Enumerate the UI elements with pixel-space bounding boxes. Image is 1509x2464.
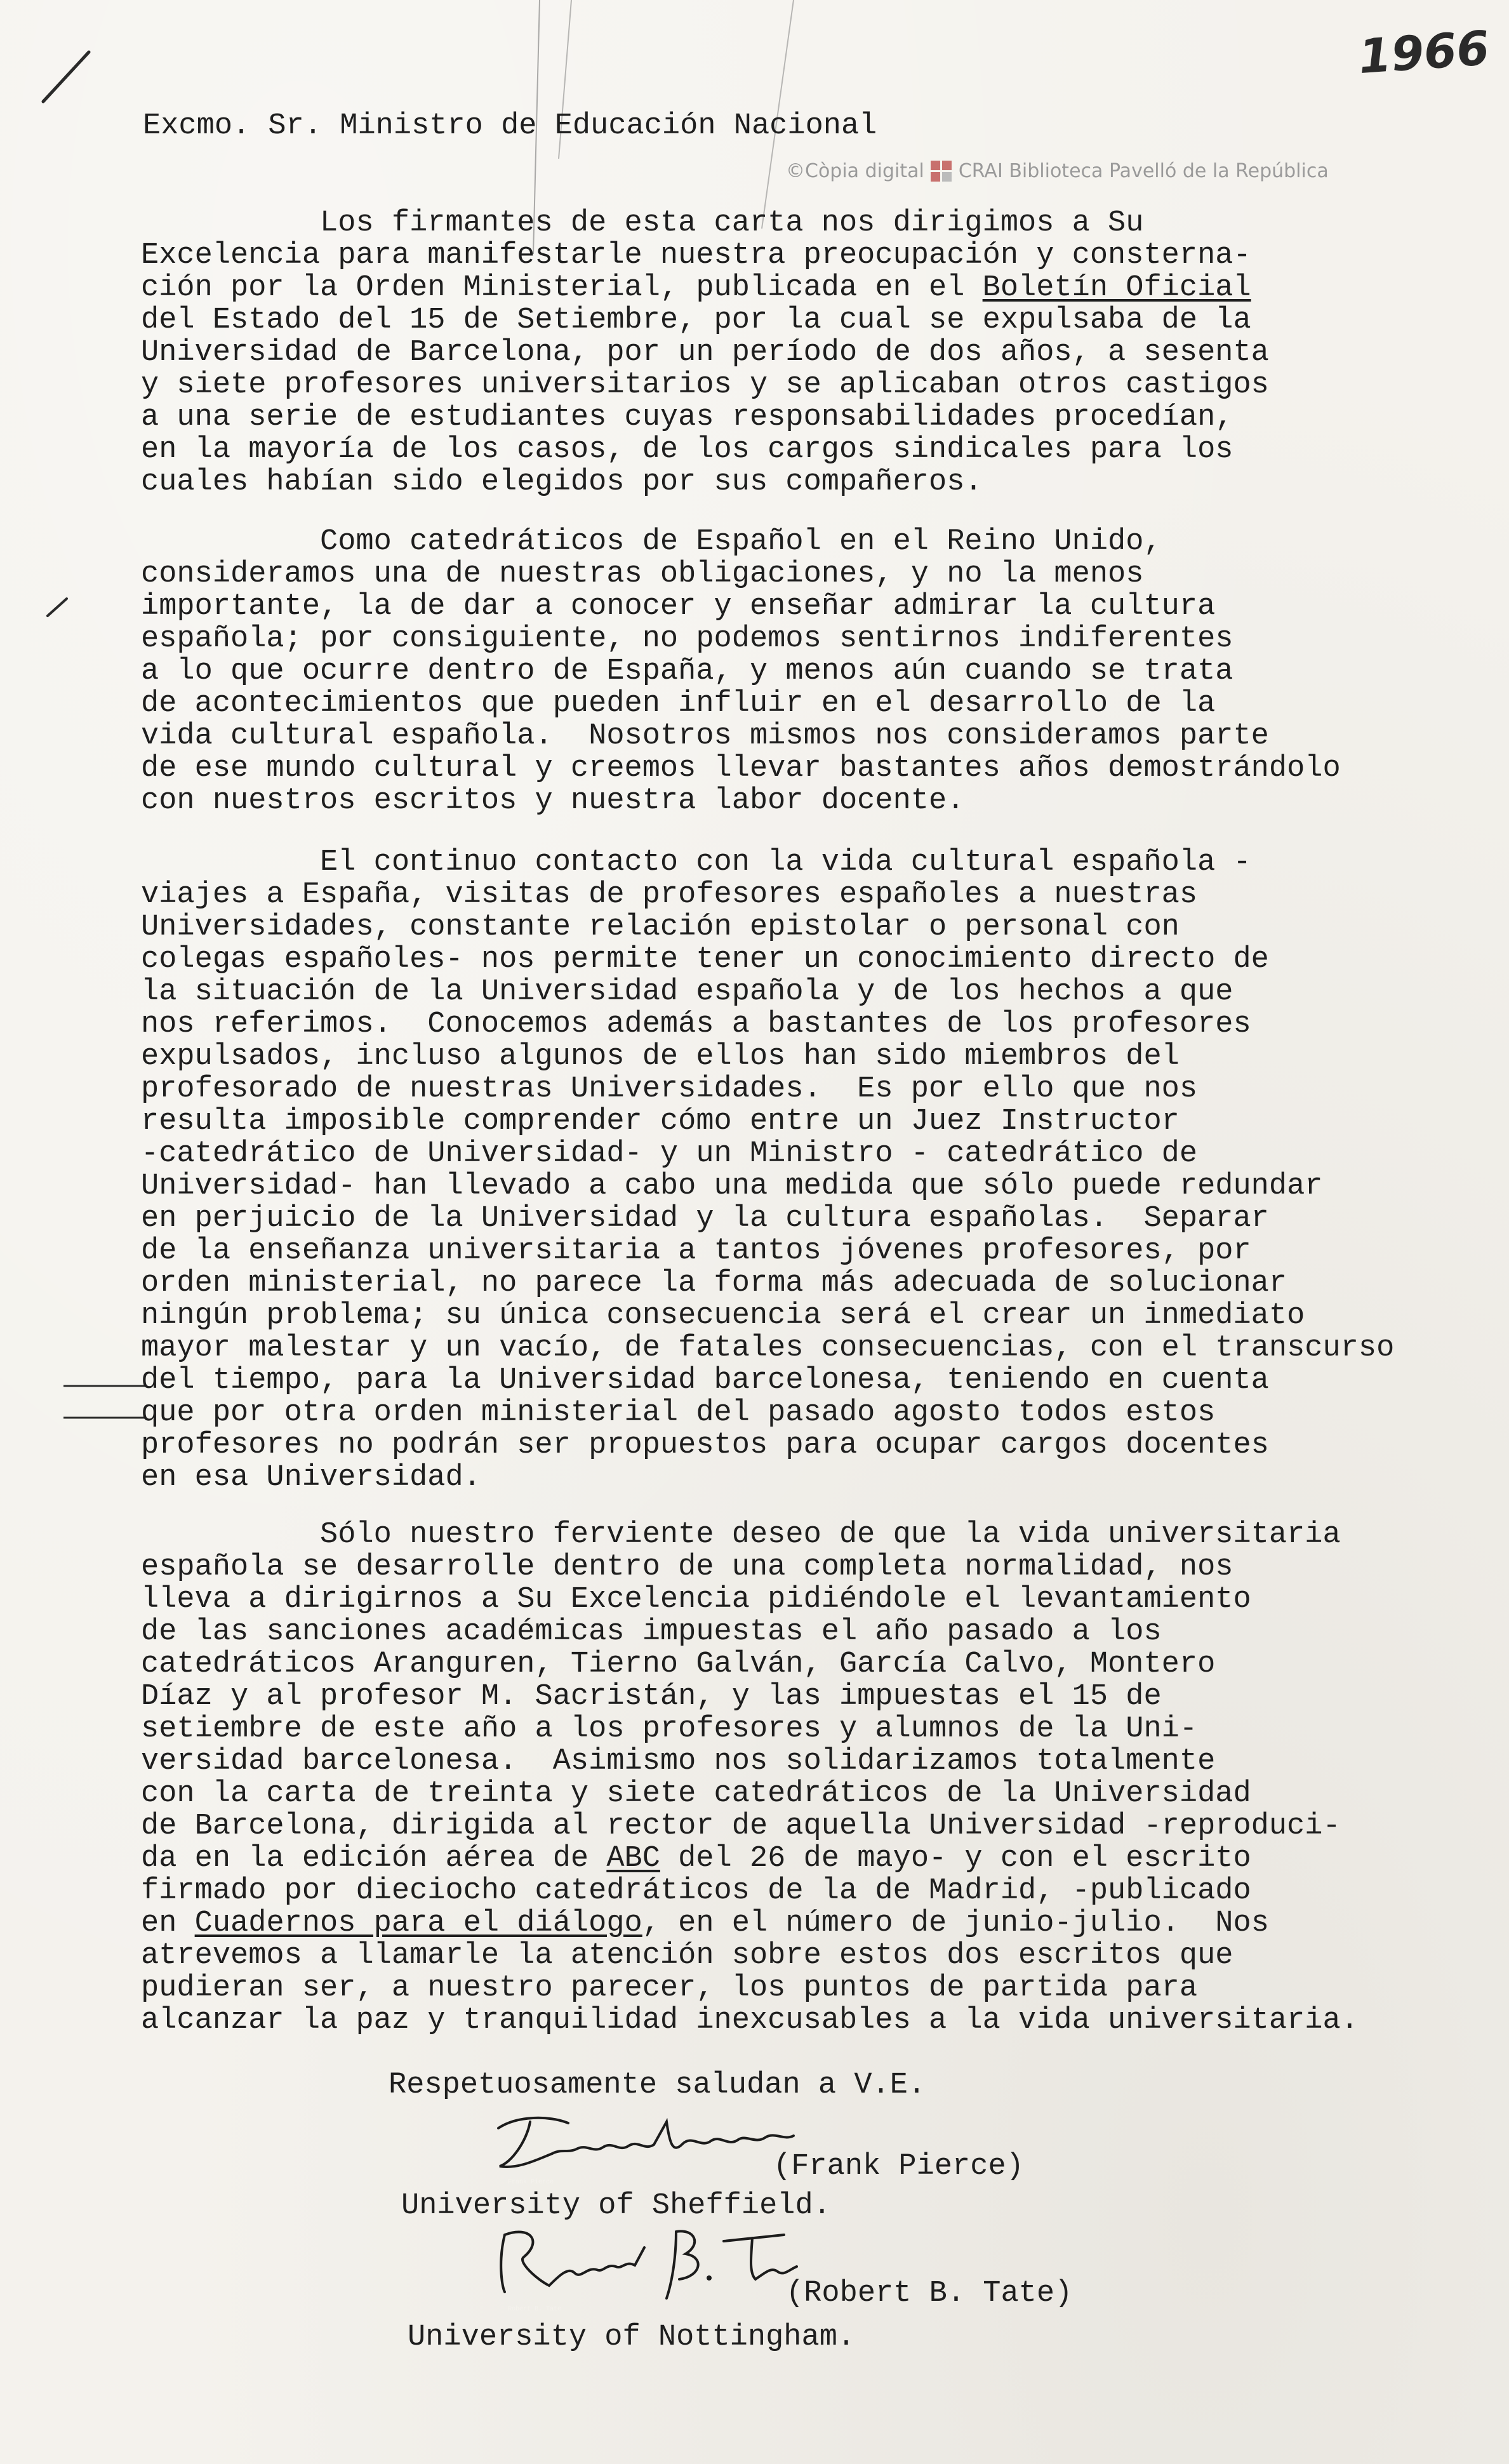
archive-name: CRAI Biblioteca Pavelló de la República (958, 160, 1329, 182)
text-line: -catedrático de Universidad- y un Ministro - catedrático de (141, 1137, 1198, 1171)
text-line (141, 272, 1493, 304)
signatory-1-typed-name: (Frank Pierce) (773, 2150, 1024, 2183)
text-line: cuales habían sido elegidos por sus compañeros. (141, 465, 983, 499)
text-line: Díaz y al profesor M. Sacristán, y las impuestas el 15 de (141, 1680, 1162, 1714)
paragraph-1 (141, 207, 1493, 498)
paragraph-3 (141, 846, 1493, 1494)
margin-dash-mark (63, 1415, 146, 1421)
text-line: Como catedráticos de Español en el Reino Unido, (141, 525, 1162, 559)
text-line: consideramos una de nuestras obligaciones, y no la menos (141, 557, 1144, 591)
crai-logo-icon (931, 161, 952, 182)
text-line: del tiempo, para la Universidad barcelonesa, teniendo en cuenta (141, 1364, 1269, 1397)
text-line: atrevemos a llamarle la atención sobre estos dos escritos que (141, 1939, 1233, 1973)
underlined-reference: Boletín Oficial (982, 271, 1251, 305)
text-line: orden ministerial, no parece la forma más adecuada de solucionar (141, 1267, 1287, 1300)
text-line: pudieran ser, a nuestro parecer, los puntos de partida para (141, 1971, 1198, 2005)
text-line (141, 1842, 1493, 1875)
text-line: de la enseñanza universitaria a tantos jóvenes profesores, por (141, 1234, 1251, 1268)
text-line: Universidad- han llevado a cabo una medida que sólo puede redundar (141, 1169, 1323, 1203)
text-line: Excelencia para manifestarle nuestra preocupación y consterna- (141, 239, 1251, 272)
text-line: lleva a dirigirnos a Su Excelencia pidiéndole el levantamiento (141, 1583, 1251, 1616)
text-line: Sólo nuestro ferviente deseo de que la vida universitaria (141, 1518, 1341, 1552)
year-annotation: 1966 (1357, 20, 1491, 85)
text-line: Los firmantes de esta carta nos dirigimos a Su (141, 206, 1144, 240)
text-line: Universidades, constante relación epistolar o personal con (141, 910, 1180, 944)
text-line: que por otra orden ministerial del pasado agosto todos estos (141, 1396, 1216, 1430)
text-line: con nuestros escritos y nuestra labor docente. (141, 784, 965, 818)
text-line: Universidad de Barcelona, por un período de dos años, a sesenta (141, 336, 1269, 370)
signatory-1-institution: University of Sheffield. (401, 2189, 831, 2223)
text-line: de acontecimientos que pueden influir en el desarrollo de la (141, 687, 1216, 721)
text-line: viajes a España, visitas de profesores españoles a nuestras (141, 878, 1198, 912)
text-line: alcanzar la paz y tranquilidad inexcusables a la vida universitaria. (141, 2004, 1359, 2037)
text-line: de las sanciones académicas impuestas el año pasado a los (141, 1615, 1162, 1649)
text-line: profesorado de nuestras Universidades. Es por ello que nos (141, 1072, 1198, 1106)
text-line: nos referimos. Conocemos además a bastantes de los profesores (141, 1008, 1251, 1041)
text-line: ningún problema; su única consecuencia será el crear un inmediato (141, 1299, 1305, 1333)
archive-copy-mark: ©Còpia digital (786, 160, 924, 182)
text-line-part (141, 1842, 1251, 1875)
text-line: expulsados, incluso algunos de ellos han sido miembros del (141, 1040, 1180, 1074)
text-line: importante, la de dar a conocer y enseñar admirar la cultura (141, 590, 1216, 623)
text-line: española; por consiguiente, no podemos sentirnos indiferentes (141, 622, 1233, 656)
text-line-part (141, 271, 1251, 305)
text-line: de Barcelona, dirigida al rector de aquella Universidad -reproduci- (141, 1809, 1341, 1843)
text-line: en la mayoría de los casos, de los cargos sindicales para los (141, 433, 1233, 467)
text-line: versidad barcelonesa. Asimismo nos solidarizamos totalmente (141, 1745, 1216, 1778)
signature-dot (707, 2275, 712, 2281)
text-line: catedráticos Aranguren, Tierno Galván, García Calvo, Montero (141, 1648, 1216, 1681)
text-line: setiembre de este año a los profesores y alumnos de la Uni- (141, 1712, 1198, 1746)
signature-label-2: Robert B. Tate (508, 2306, 562, 2313)
text-segment: en (141, 1907, 195, 1940)
text-line: El continuo contacto con la vida cultural española - (141, 846, 1251, 879)
closing-line: Respetuosamente saludan a V.E. (389, 2068, 926, 2102)
text-line: a lo que ocurre dentro de España, y menos aún cuando se trata (141, 655, 1233, 688)
signatory-2-institution: University of Nottingham. (408, 2321, 856, 2354)
text-line: en perjuicio de la Universidad y la cultura españolas. Separar (141, 1202, 1269, 1235)
text-line: de ese mundo cultural y creemos llevar bastantes años demostrándolo (141, 752, 1341, 785)
margin-tick-mark (44, 594, 70, 619)
text-segment: da en la edición aérea de (141, 1842, 607, 1875)
text-segment: del 26 de mayo- y con el escrito (660, 1842, 1251, 1875)
signature-label-1: Frank Pierce (508, 2179, 554, 2186)
text-line (141, 1907, 1493, 1940)
underlined-reference: Cuadernos para el diálogo (194, 1907, 642, 1940)
text-line: mayor malestar y un vacío, de fatales consecuencias, con el transcurso (141, 1331, 1395, 1365)
text-line: resulta imposible comprender cómo entre un Juez Instructor (141, 1105, 1180, 1138)
underlined-reference: ABC (606, 1842, 660, 1875)
text-line: del Estado del 15 de Setiembre, por la cual se expulsaba de la (141, 303, 1251, 337)
text-segment: , en el número de junio-julio. Nos (642, 1907, 1269, 1940)
text-line: española se desarrolle dentro de una completa normalidad, nos (141, 1550, 1233, 1584)
text-line: colegas españoles- nos permite tener un conocimiento directo de (141, 943, 1269, 976)
text-line: en esa Universidad. (141, 1461, 481, 1495)
text-line: profesores no podrán ser propuestos para ocupar cargos docentes (141, 1428, 1269, 1462)
signature-robert-tate (486, 2222, 816, 2305)
text-line: con la carta de treinta y siete catedráticos de la Universidad (141, 1777, 1251, 1811)
signature-frank-pierce (492, 2109, 797, 2179)
text-line: firmado por dieciocho catedráticos de la de Madrid, -publicado (141, 1874, 1251, 1908)
text-line: la situación de la Universidad española y de los hechos a que (141, 975, 1233, 1009)
text-line: a una serie de estudiantes cuyas responsabilidades procedían, (141, 401, 1233, 434)
salutation: Excmo. Sr. Ministro de Educación Nacional (143, 109, 877, 143)
signatory-2-typed-name: (Robert B. Tate) (786, 2277, 1073, 2310)
text-line: vida cultural española. Nosotros mismos nos consideramos parte (141, 719, 1269, 753)
margin-dash-mark (63, 1383, 146, 1389)
text-line: y siete profesores universitarios y se aplicaban otros castigos (141, 368, 1269, 402)
text-line-part (141, 1907, 1269, 1940)
text-segment: ción por la Orden Ministerial, publicada en el (141, 271, 983, 305)
paragraph-2 (141, 526, 1493, 817)
archive-watermark (786, 160, 1329, 182)
margin-slash-mark (38, 44, 95, 108)
paragraph-4 (141, 1519, 1493, 2037)
